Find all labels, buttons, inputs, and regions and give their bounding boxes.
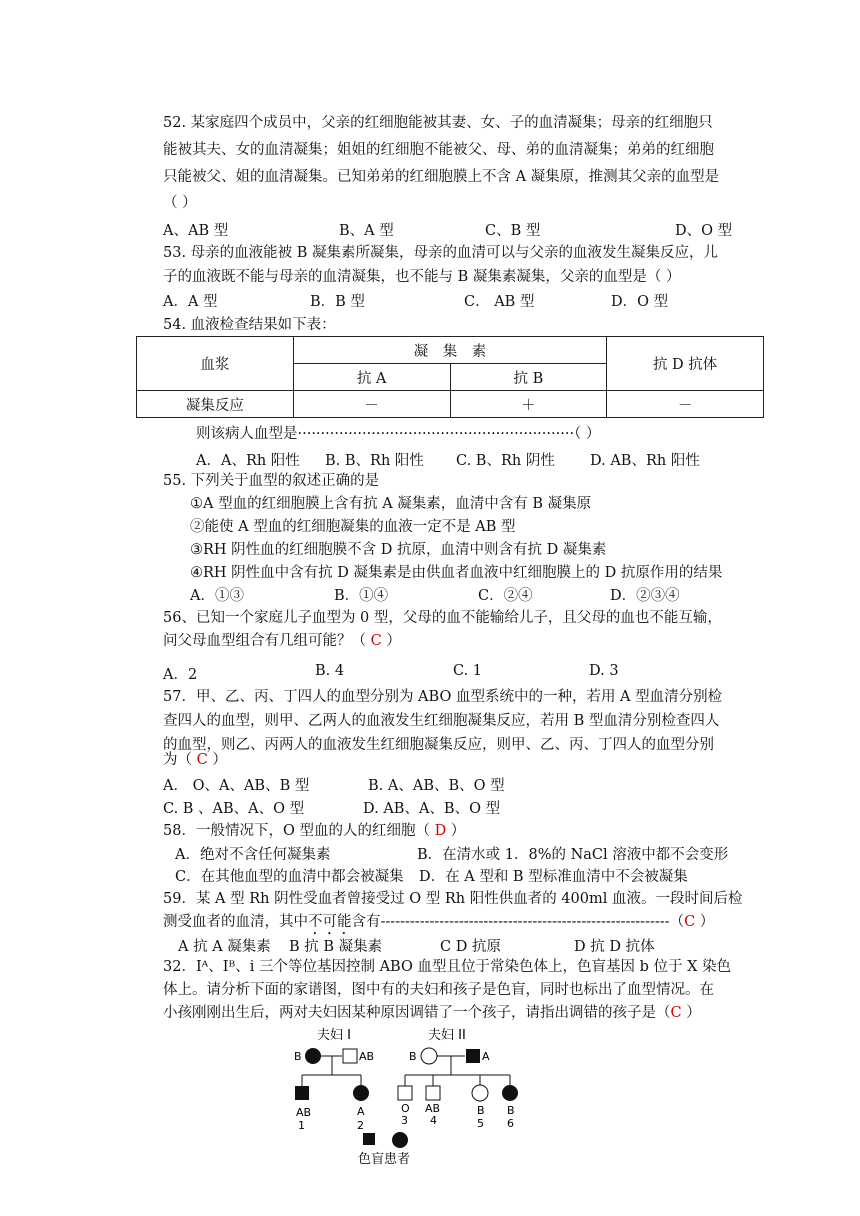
q55-options (190, 584, 750, 606)
q59-line2 (163, 911, 714, 938)
child6-num: 6 (507, 1117, 514, 1130)
q59-option-b: B 抗 B 凝集素 (289, 939, 383, 955)
c1-father-circle (305, 1048, 321, 1064)
q59-answer: C (684, 914, 696, 930)
legend-label: 色盲患者 (358, 1152, 411, 1167)
table-row-label: 凝集反应 (137, 391, 294, 418)
q59-prompt-mid: 含有-----------------------------------------------------------（ (351, 914, 685, 930)
table-header-anti-a: 抗 A (293, 364, 450, 391)
q55-statement-4: ④RH 阴性血中含有抗 D 凝集素是由供血者血液中红细胞膜上的 D 抗原作用的结果 (190, 565, 723, 581)
child3-num: 3 (401, 1114, 408, 1127)
q59-close: ） (695, 914, 715, 930)
child6-circle (502, 1085, 518, 1101)
q57-option-d: D. AB、A、B、O 型 (363, 801, 501, 817)
child4-square (426, 1086, 440, 1100)
q32-prompt: 小孩刚刚出生后，两对夫妇因某种原因调错了一个孩子，请指出调错的孩子是（ (163, 1005, 671, 1021)
q59-option-d: D 抗 D 抗体 (574, 939, 655, 955)
child1-square (295, 1086, 309, 1100)
q32-line2: 体上。请分析下面的家谱图，图中有的夫妇和孩子是色盲，同时也标出了血型情况。在 (163, 982, 714, 998)
q59-line1: 59．某 A 型 Rh 阴性受血者曾接受过 O 型 Rh 阳性供血者的 400ml 血液。一段时间后检 (163, 891, 743, 907)
q32-close: ） (681, 1005, 701, 1021)
q56-prompt: 问父母血型组合有几组可能？（ (163, 633, 371, 649)
q32-line3 (163, 1002, 701, 1024)
q57-option-a: A． O、A、AB、B 型 (163, 778, 310, 794)
q54-question: 则该病人血型是····························································（ ） (196, 426, 601, 442)
q55-statement-1: ①A 型血的红细胞膜上含有抗 A 凝集素，血清中含有 B 凝集原 (190, 496, 592, 512)
q59-prompt: 测受血者的血清，其中 (163, 914, 308, 930)
q55-statement-3: ③RH 阴性血的红细胞膜不含 D 抗原，血清中则含有抗 D 凝集素 (190, 542, 607, 558)
q53-options (163, 290, 763, 312)
q57-options-row2 (163, 797, 763, 819)
q52-option-c: C、B 型 (485, 223, 541, 239)
q58-prompt: 58．一般情况下，O 型血的人的红细胞（ (163, 823, 435, 839)
q58-options-row2 (175, 865, 755, 887)
q52-line2: 能被其夫、女的血清凝集；姐姐的红细胞不能被父、母、弟的血清凝集；弟弟的红细胞 (163, 142, 714, 158)
legend-circle (392, 1132, 408, 1148)
child4-num: 4 (430, 1114, 437, 1127)
q55-option-d: D．②③④ (610, 588, 680, 604)
q52-option-b: B、A 型 (339, 223, 394, 239)
child1-blood: AB (296, 1106, 312, 1119)
q53-option-b: B．B 型 (310, 294, 365, 310)
q58-line1 (163, 820, 465, 842)
q52-option-d: D、O 型 (675, 223, 733, 239)
q56-answer: C (370, 633, 382, 649)
q58-option-a: A．绝对不含任何凝集素 (175, 847, 331, 863)
q54-option-d: D. AB、Rh 阳性 (590, 453, 700, 469)
q59-option-c: C D 抗原 (440, 939, 501, 955)
q56-option-a: A．2 (163, 667, 198, 683)
q59-emphasis: 不可能 (308, 914, 352, 930)
q57-line2: 查四人的血型，则甲、乙两人的血液发生红细胞凝集反应，若用 B 型血清分别检查四人 (163, 713, 720, 729)
table-header-agglutinin: 凝 集 素 (293, 337, 607, 364)
q57-line4 (163, 749, 227, 771)
q56-line1: 56、已知一个家庭儿子血型为 0 型，父母的血不能输给儿子，且父母的血也不能互输， (163, 610, 722, 626)
q58-option-d: D．在 A 型和 B 型标准血清中不会被凝集 (419, 869, 688, 885)
table-header-plasma: 血浆 (137, 337, 294, 391)
q55-option-c: C．②④ (478, 588, 533, 604)
table-header-anti-d: 抗 D 抗体 (607, 337, 764, 391)
q58-option-b: B．在清水或 1．8%的 NaCl 溶液中都不会变形 (417, 847, 729, 863)
child1-num: 1 (298, 1119, 305, 1132)
q55-option-b: B．①④ (334, 588, 389, 604)
couple2-label: 夫妇 II (428, 1028, 466, 1043)
q53-option-c: C． AB 型 (464, 294, 535, 310)
c2-father-blood: A (482, 1050, 490, 1063)
q59-options (178, 935, 738, 957)
q57-options-row1 (163, 774, 763, 796)
pedigree-diagram (285, 1023, 520, 1168)
q55-line1: 55. 下列关于血型的叙述正确的是 (163, 473, 380, 489)
q56-option-c: C. 1 (453, 663, 483, 679)
child3-square (398, 1086, 412, 1100)
q52-options (163, 219, 763, 241)
c1-mother-blood: AB (359, 1050, 375, 1063)
c1-father-blood: B (294, 1050, 302, 1063)
q32-line1: 32．Iᴬ、Iᴮ、i 三个等位基因控制 ABO 血型且位于常染色体上，色盲基因 b 位于 X 染色 (163, 959, 731, 975)
q58-option-c: C．在其他血型的血清中都会被凝集 (175, 869, 404, 885)
q56-options (163, 663, 763, 685)
child5-circle (472, 1085, 488, 1101)
child2-blood: A (357, 1105, 365, 1118)
q54-option-b: B. B、Rh 阳性 (325, 453, 424, 469)
child2-circle (353, 1085, 369, 1101)
q58-answer: D (434, 823, 447, 839)
child2-num: 2 (357, 1119, 364, 1132)
q52-line1: 52. 某家庭四个成员中，父亲的红细胞能被其妻、女、子的血清凝集；母亲的红细胞只 (163, 115, 713, 131)
table-cell-anti-d: － (607, 391, 764, 418)
child4-blood: AB (425, 1102, 441, 1115)
q52-option-a: A、AB 型 (163, 223, 229, 239)
q54-line1: 54. 血液检查结果如下表： (163, 317, 336, 333)
child5-blood: B (477, 1104, 485, 1117)
q53-option-a: A．A 型 (163, 294, 218, 310)
q56-close: ） (381, 633, 401, 649)
q53-option-d: D．O 型 (611, 294, 669, 310)
c1-mother-square (343, 1049, 357, 1063)
table-cell-anti-b: ＋ (450, 391, 607, 418)
legend-square (363, 1133, 375, 1145)
q32-answer: C (670, 1005, 682, 1021)
q57-prompt: 为（ (163, 752, 197, 768)
q55-option-a: A．①③ (190, 588, 244, 604)
q52-line3: 只能被父、姐的血清凝集。已知弟弟的红细胞膜上不含 A 凝集原，推测其父亲的血型是 (163, 169, 720, 185)
q57-close: ） (207, 752, 227, 768)
q53-line2: 子的血液既不能与母亲的血清凝集，也不能与 B 凝集素凝集，父亲的血型是（ ） (163, 269, 681, 285)
q54-option-a: A．A、Rh 阳性 (196, 453, 300, 469)
q54-options (196, 449, 756, 471)
q57-option-b: B. A、AB、B、O 型 (368, 778, 505, 794)
q56-line2 (163, 630, 401, 652)
q56-option-d: D. 3 (589, 663, 619, 679)
blood-test-table (136, 336, 764, 418)
q58-close: ） (446, 823, 466, 839)
q53-line1: 53. 母亲的血液能被 B 凝集素所凝集，母亲的血清可以与父亲的血液发生凝集反应，儿 (163, 245, 719, 261)
couple1-label: 夫妇 I (317, 1028, 351, 1043)
q54-option-c: C. B、Rh 阴性 (456, 453, 555, 469)
c2-father-square (466, 1049, 480, 1063)
table-cell-anti-a: － (293, 391, 450, 418)
child6-blood: B (507, 1104, 515, 1117)
table-header-anti-b: 抗 B (450, 364, 607, 391)
c2-mother-blood: B (409, 1050, 417, 1063)
q57-line1: 57．甲、乙、丙、丁四人的血型分别为 ABO 血型系统中的一种，若用 A 型血清分别检 (163, 689, 723, 705)
child3-blood: O (401, 1102, 410, 1115)
q55-statement-2: ②能使 A 型血的红细胞凝集的血液一定不是 AB 型 (190, 519, 516, 535)
q57-option-c: C. B 、AB、A、O 型 (163, 801, 305, 817)
q59-option-a: A 抗 A 凝集素 (178, 939, 271, 955)
q58-options-row1 (175, 843, 755, 865)
q57-line3: 的血型，则乙、丙两人的血液发生红细胞凝集反应，则甲、乙、丙、丁四人的血型分别 (163, 737, 714, 753)
c2-mother-circle (421, 1048, 437, 1064)
child5-num: 5 (477, 1117, 484, 1130)
q57-answer: C (196, 752, 208, 768)
q52-line4: （ ） (163, 195, 197, 211)
q56-option-b: B. 4 (315, 663, 345, 679)
